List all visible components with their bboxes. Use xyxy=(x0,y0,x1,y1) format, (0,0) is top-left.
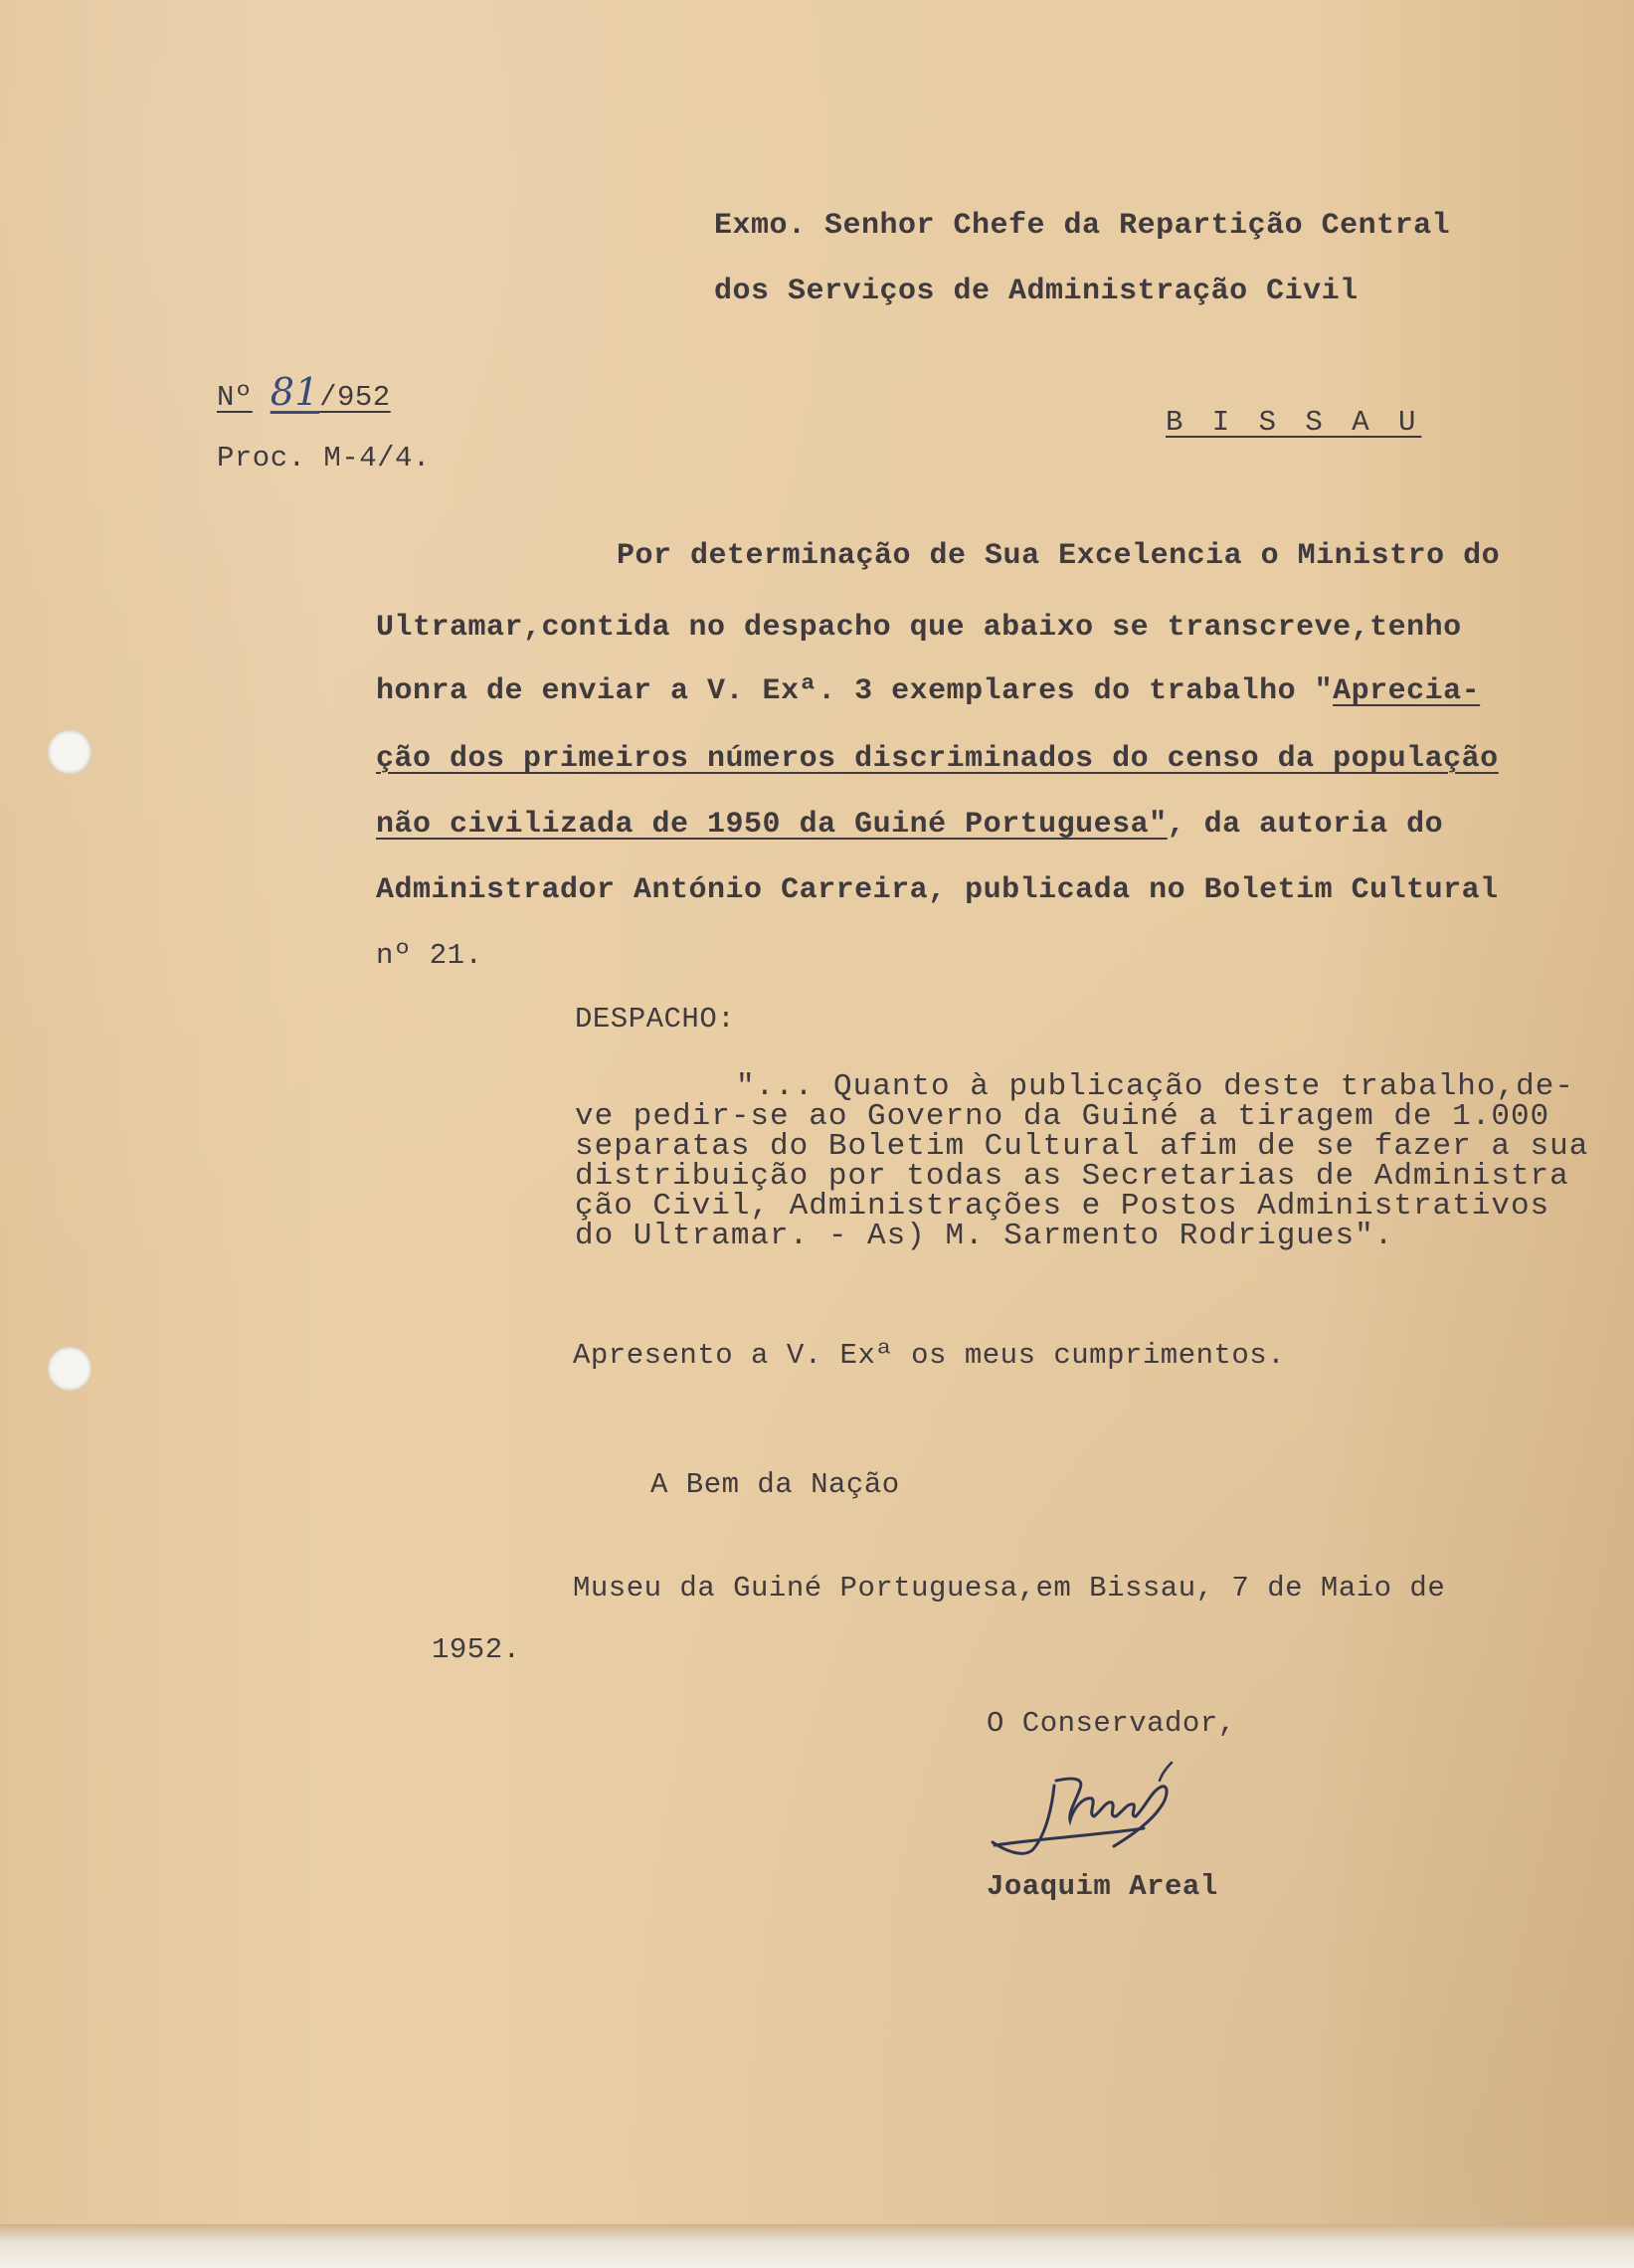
signatory-name: Joaquim Areal xyxy=(987,1870,1218,1903)
reference-process: Proc. M-4/4. xyxy=(217,442,431,474)
despacho-line-1: "... Quanto à publicação deste trabalho,de- xyxy=(736,1069,1574,1104)
despacho-line-2: ve pedir-se ao Governo da Guiné a tiragem de 1.000 xyxy=(575,1099,1550,1134)
handwritten-signature xyxy=(985,1751,1243,1870)
body-line-5 xyxy=(376,808,1443,842)
closing-greeting: Apresento a V. Exª os meus cumprimentos. xyxy=(573,1339,1286,1372)
body-line-5-text: , da autoria do xyxy=(1167,808,1444,842)
body-line-3 xyxy=(376,674,1480,708)
punch-hole-top xyxy=(48,730,91,774)
reference-number-prefix: Nº xyxy=(217,381,253,414)
reference-number-suffix: /952 xyxy=(319,381,391,414)
addressee-city: B I S S A U xyxy=(1166,406,1422,439)
place-date: Museu da Guiné Portuguesa,em Bissau, 7 de Maio de xyxy=(573,1572,1446,1605)
page-bottom-edge xyxy=(0,2224,1634,2268)
addressee-line-2: dos Serviços de Administração Civil xyxy=(714,275,1359,308)
despacho-line-6: do Ultramar. - As) M. Sarmento Rodrigues". xyxy=(575,1219,1394,1253)
despacho-line-3: separatas do Boletim Cultural afim de se fazer a sua xyxy=(575,1129,1589,1164)
body-line-6: Administrador António Carreira, publicada no Boletim Cultural xyxy=(376,873,1499,907)
reference-number xyxy=(217,370,391,414)
date-year: 1952. xyxy=(432,1633,521,1666)
addressee-line-1: Exmo. Senhor Chefe da Repartição Central xyxy=(714,209,1451,243)
body-line-3-text: honra de enviar a V. Exª. 3 exemplares do trabalho " xyxy=(376,674,1334,708)
punch-hole-bottom xyxy=(48,1347,91,1391)
closing-motto: A Bem da Nação xyxy=(650,1468,900,1501)
signatory-title: O Conservador, xyxy=(987,1707,1236,1740)
despacho-line-4: distribuição por todas as Secretarias de Administra xyxy=(575,1159,1569,1194)
work-title-middle: ção dos primeiros números discriminados do censo da população xyxy=(376,742,1499,776)
body-line-2: Ultramar,contida no despacho que abaixo se transcreve,tenho xyxy=(376,611,1462,645)
work-title-start: Aprecia- xyxy=(1333,674,1481,708)
despacho-heading: DESPACHO: xyxy=(575,1003,736,1036)
work-title-end: não civilizada de 1950 da Guiné Portuguesa" xyxy=(376,808,1168,842)
body-line-1: Por determinação de Sua Excelencia o Ministro do xyxy=(617,539,1501,573)
despacho-line-5: ção Civil, Administrações e Postos Administrativos xyxy=(575,1189,1550,1224)
body-line-7: nº 21. xyxy=(376,939,483,972)
reference-number-handwritten: 81 xyxy=(270,370,320,414)
